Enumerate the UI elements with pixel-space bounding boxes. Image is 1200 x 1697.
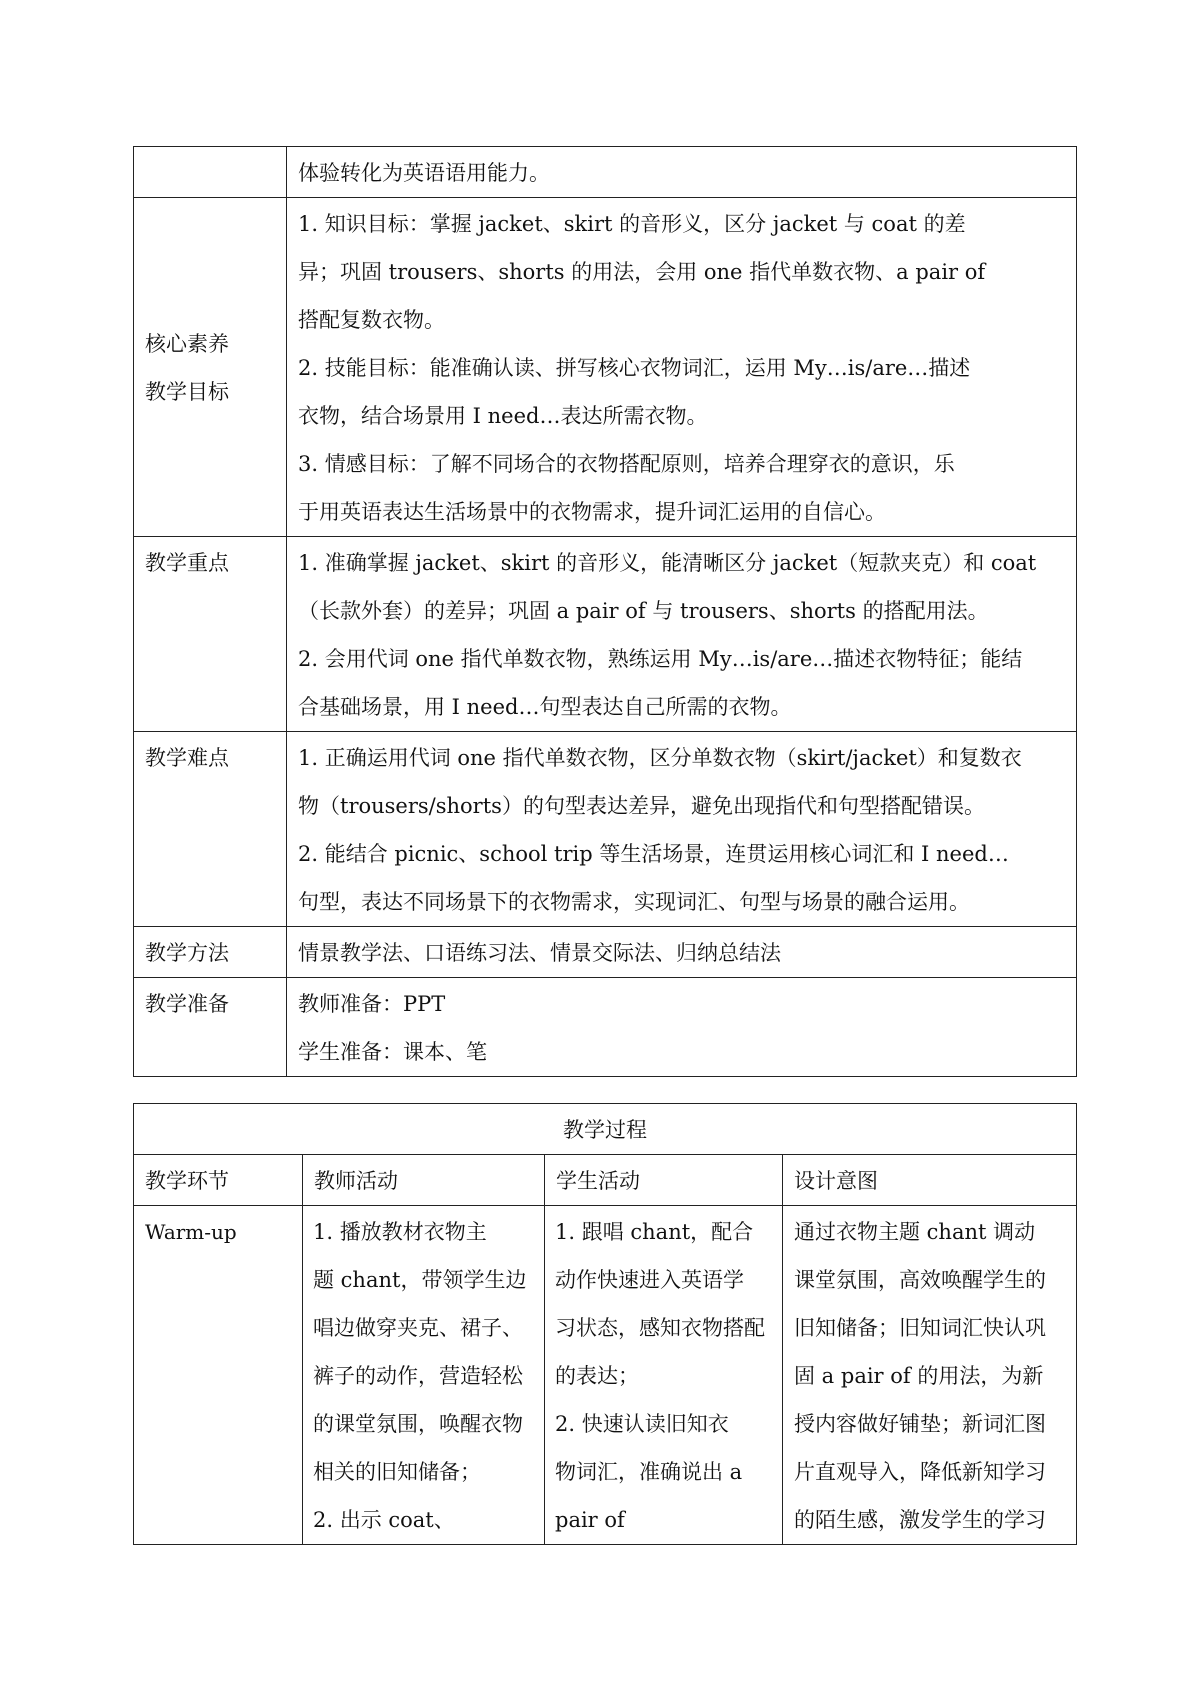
stage-cell bbox=[134, 1206, 303, 1545]
content-line: 唱边做穿夹克、裙子、 bbox=[313, 1316, 523, 1340]
key-points-label: 教学重点 bbox=[134, 537, 287, 732]
header-intent: 设计意图 bbox=[783, 1155, 1077, 1206]
row-label-empty bbox=[134, 147, 287, 198]
row-preparation bbox=[134, 978, 1077, 1077]
methods-label: 教学方法 bbox=[134, 927, 287, 978]
content-line: （长款外套）的差异；巩固 a pair of 与 trousers、shorts 的搭配用法。 bbox=[298, 599, 989, 623]
content-line: 句型，表达不同场景下的衣物需求，实现词汇、句型与场景的融合运用。 bbox=[298, 890, 970, 914]
content-line: 1. 播放教材衣物主 bbox=[313, 1220, 487, 1244]
content-line: 1. 准确掌握 jacket、skirt 的音形义，能清晰区分 jacket（短款夹克）和 coat bbox=[298, 551, 1037, 575]
row-difficulties bbox=[134, 732, 1077, 927]
content-line: 动作快速进入英语学 bbox=[555, 1268, 744, 1292]
process-title: 教学过程 bbox=[563, 1118, 647, 1142]
content-line: pair of bbox=[555, 1508, 625, 1532]
difficulties-label: 教学难点 bbox=[134, 732, 287, 927]
preparation-label: 教学准备 bbox=[134, 978, 287, 1077]
preparation-content bbox=[287, 978, 1077, 1077]
content-line: 搭配复数衣物。 bbox=[298, 308, 445, 332]
content-line: 学生准备：课本、笔 bbox=[298, 1040, 487, 1064]
content-line: 体验转化为英语语用能力。 bbox=[298, 161, 550, 185]
objectives-label bbox=[134, 198, 287, 537]
content-line: 情景教学法、口语练习法、情景交际法、归纳总结法 bbox=[298, 941, 781, 965]
course-info-table bbox=[133, 146, 1077, 1077]
design-intent-cell bbox=[783, 1206, 1077, 1545]
content-line: 物词汇，准确说出 a bbox=[555, 1460, 743, 1484]
row-methods bbox=[134, 927, 1077, 978]
content-line: 旧知储备；旧知词汇快认巩 bbox=[794, 1316, 1046, 1340]
row-continuation bbox=[134, 147, 1077, 198]
content-line: 通过衣物主题 chant 调动 bbox=[794, 1220, 1036, 1244]
content-line: 1. 跟唱 chant，配合 bbox=[555, 1220, 754, 1244]
teacher-activity-cell bbox=[303, 1206, 545, 1545]
content-line: 的陌生感，激发学生的学习 bbox=[794, 1508, 1046, 1532]
content-line: 2. 会用代词 one 指代单数衣物，熟练运用 My…is/are…描述衣物特征；能结 bbox=[298, 647, 1023, 671]
content-line: 授内容做好铺垫；新词汇图 bbox=[794, 1412, 1046, 1436]
content-line: 2. 出示 coat、 bbox=[313, 1508, 455, 1532]
content-line: 物（trousers/shorts）的句型表达差异，避免出现指代和句型搭配错误。 bbox=[298, 794, 985, 818]
objectives-content bbox=[287, 198, 1077, 537]
content-line: 教师准备：PPT bbox=[298, 992, 446, 1016]
content-line: 1. 知识目标：掌握 jacket、skirt 的音形义，区分 jacket 与 coat 的差 bbox=[298, 212, 966, 236]
content-line: 2. 快速认读旧知衣 bbox=[555, 1412, 729, 1436]
content-line: 的表达； bbox=[555, 1364, 639, 1388]
difficulties-content bbox=[287, 732, 1077, 927]
content-line: 3. 情感目标：了解不同场合的衣物搭配原则，培养合理穿衣的意识，乐 bbox=[298, 452, 955, 476]
content-line: 片直观导入，降低新知学习 bbox=[794, 1460, 1046, 1484]
process-header-row bbox=[134, 1155, 1077, 1206]
content-line: 习状态，感知衣物搭配 bbox=[555, 1316, 765, 1340]
stage-name: Warm-up bbox=[145, 1220, 237, 1244]
content-line: 异；巩固 trousers、shorts 的用法，会用 one 指代单数衣物、a pair of bbox=[298, 260, 986, 284]
row-key-points bbox=[134, 537, 1077, 732]
content-line: 2. 能结合 picnic、school trip 等生活场景，连贯运用核心词汇和 I need… bbox=[298, 842, 1009, 866]
content-line: 1. 正确运用代词 one 指代单数衣物，区分单数衣物（skirt/jacket）和复数衣 bbox=[298, 746, 1022, 770]
content-line: 课堂氛围，高效唤醒学生的 bbox=[794, 1268, 1046, 1292]
header-teacher: 教师活动 bbox=[303, 1155, 545, 1206]
row-content bbox=[287, 147, 1077, 198]
content-line: 2. 技能目标：能准确认读、拼写核心衣物词汇，运用 My…is/are…描述 bbox=[298, 356, 971, 380]
methods-content bbox=[287, 927, 1077, 978]
process-row-warmup bbox=[134, 1206, 1077, 1545]
content-line: 衣物，结合场景用 I need…表达所需衣物。 bbox=[298, 404, 708, 428]
content-line: 于用英语表达生活场景中的衣物需求，提升词汇运用的自信心。 bbox=[298, 500, 886, 524]
key-points-content bbox=[287, 537, 1077, 732]
row-objectives bbox=[134, 198, 1077, 537]
header-stage: 教学环节 bbox=[134, 1155, 303, 1206]
label-line: 核心素养 bbox=[145, 332, 229, 356]
process-title-row bbox=[134, 1104, 1077, 1155]
content-line: 固 a pair of 的用法，为新 bbox=[794, 1364, 1044, 1388]
process-title-cell bbox=[134, 1104, 1077, 1155]
content-line: 的课堂氛围，唤醒衣物 bbox=[313, 1412, 523, 1436]
content-line: 合基础场景，用 I need…句型表达自己所需的衣物。 bbox=[298, 695, 792, 719]
student-activity-cell bbox=[545, 1206, 783, 1545]
content-line: 题 chant，带领学生边 bbox=[313, 1268, 527, 1292]
header-student: 学生活动 bbox=[545, 1155, 783, 1206]
content-line: 相关的旧知储备； bbox=[313, 1460, 481, 1484]
label-line: 教学目标 bbox=[145, 380, 229, 404]
content-line: 裤子的动作，营造轻松 bbox=[313, 1364, 523, 1388]
teaching-process-table bbox=[133, 1103, 1077, 1545]
